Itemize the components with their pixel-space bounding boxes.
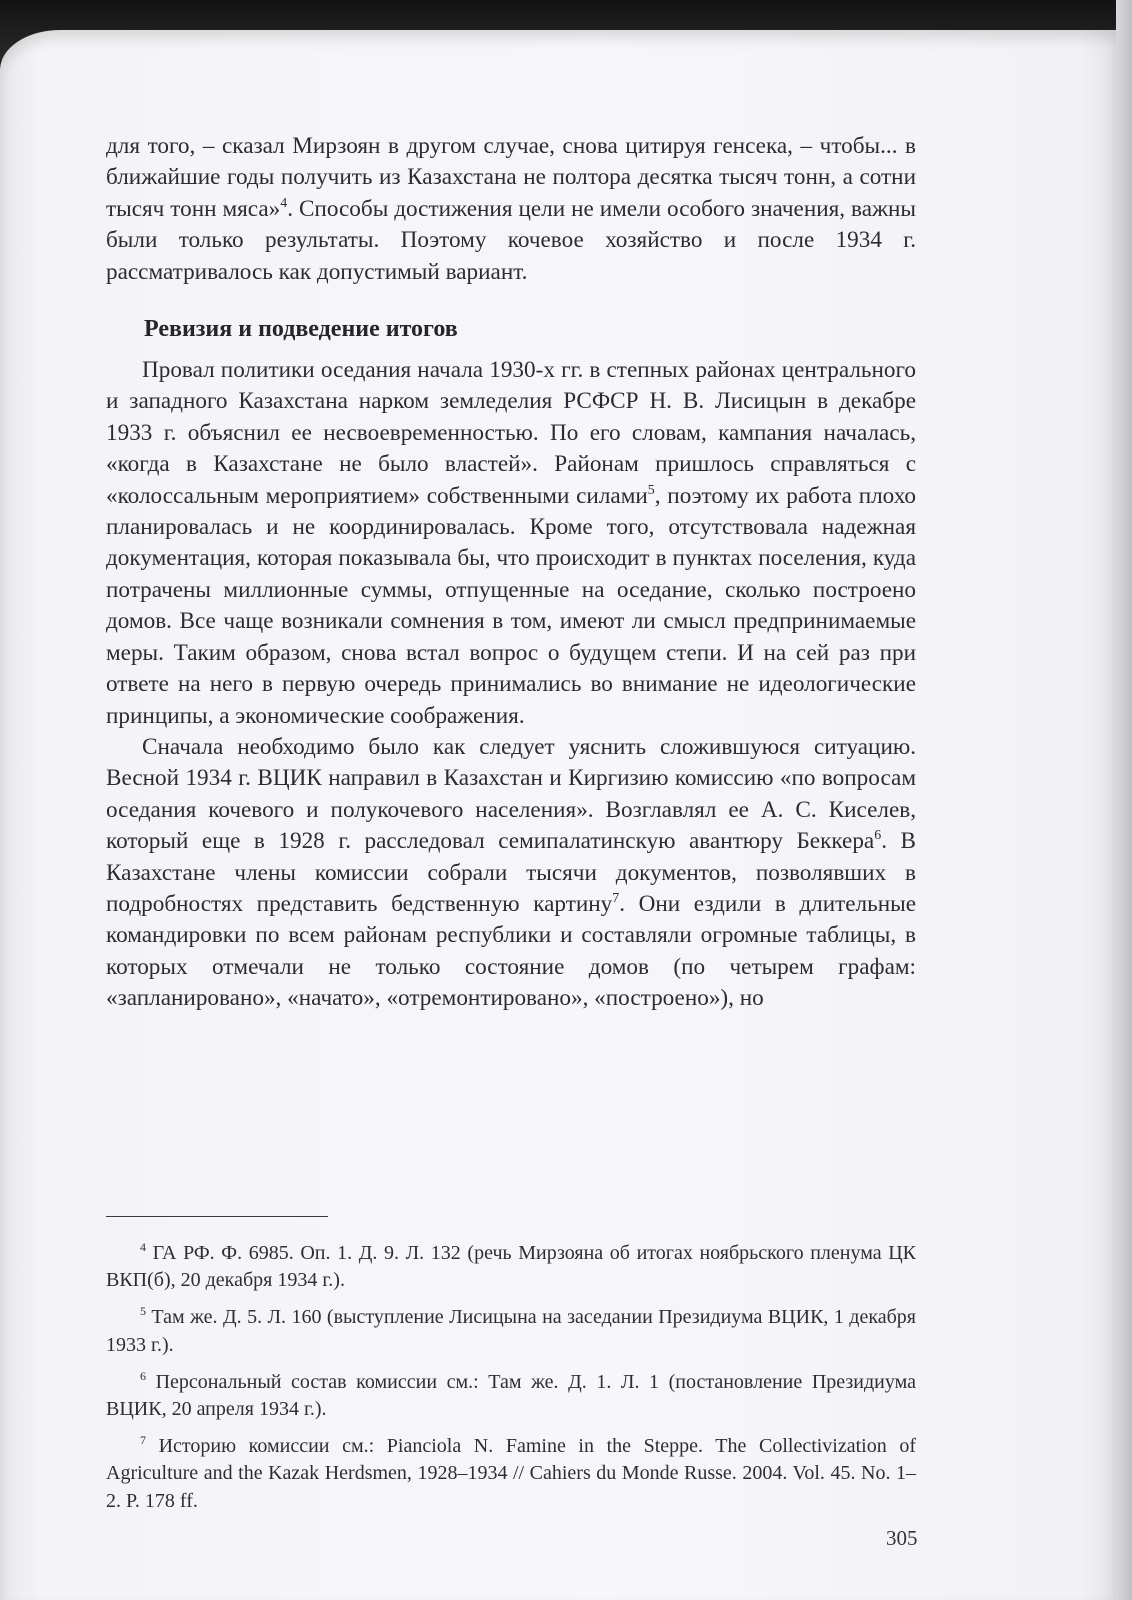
paragraph-3-text-b: . В Казахстане члены комиссии собрали тысячи документов, позволявших в подробностях представить бедственную картину <box>106 828 916 917</box>
footnote-text: Персональный состав комиссии см.: Там же. Д. 1. Л. 1 (постановление Президиума ВЦИК, 20 апреля 1934 г.). <box>106 1370 916 1421</box>
footnote-text: Там же. Д. 5. Л. 160 (выступление Лисицына на заседании Президиума ВЦИК, 1 декабря 1933 г.). <box>106 1306 916 1356</box>
paragraph-3-text-a: Сначала необходимо было как следует уяснить сложившуюся ситуацию. Весной 1934 г. ВЦИК направил в Казахстан и Киргизию комиссию «по вопросам оседания кочевого и полукочевого населения». Возглавлял ее А. С. Киселев, который еще в 1928 г. расследовал семипалатинскую авантюру Беккера <box>106 733 916 855</box>
footnote-number: 4 <box>140 1240 146 1255</box>
page-edge <box>1116 0 1132 1600</box>
footnote-text: ГА РФ. Ф. 6985. Оп. 1. Д. 9. Л. 132 (речь Мирзояна об итогах ноябрьского пленума ЦК ВКП(б), 20 декабря 1934 г.). <box>106 1242 916 1292</box>
body-text <box>106 131 916 1015</box>
paragraph-1 <box>106 131 916 288</box>
footnote-5 <box>106 1304 916 1358</box>
footnote-6 <box>106 1369 916 1423</box>
paragraph-2-text-b: , поэтому их работа плохо планировалась и не координировалась. Кроме того, отсутствовала надежная документация, которая показывала бы, что происходит в пунктах поселения, куда потрачены миллионные суммы, отпущенные на оседание, сколько построено домов. Все чаще возникали сомнения в том, имеют ли смысл предпринимаемые меры. Таким образом, снова встал вопрос о будущем степи. И на сей раз при ответе на него в первую очередь принимались во внимание не идеологические принципы, а экономические соображения. <box>106 482 916 729</box>
footnote-ref-5: 5 <box>647 482 655 498</box>
footnote-text: Историю комиссии см.: Pianciola N. Famine in the Steppe. The Collectivization of Agriculture and the Kazak Herdsmen, 1928–1934 // Cahiers du Monde Russe. 2004. Vol. 45. No. 1–2. P. 178 ff. <box>106 1435 916 1512</box>
paragraph-2 <box>106 355 916 732</box>
footnotes <box>106 1240 916 1525</box>
footnote-number: 6 <box>140 1369 146 1384</box>
footnote-4 <box>106 1240 916 1294</box>
footnote-separator <box>106 1216 328 1217</box>
page-number: 305 <box>886 1526 918 1550</box>
paragraph-2-text-a: Провал политики оседания начала 1930-х гг. в степных районах центрального и западного Казахстана нарком земледелия РСФСР Н. В. Лисицын в декабре 1933 г. объяснил ее несвоевременностью. По его словам, кампания началась, «когда в Казахстане не было властей». Районам пришлось справляться с «колоссальным мероприятием» собственными силами <box>106 357 916 509</box>
footnote-number: 7 <box>140 1433 146 1448</box>
section-heading: Ревизия и подведение итогов <box>144 316 458 343</box>
footnote-ref-6: 6 <box>874 828 882 844</box>
paragraph-3 <box>106 732 916 1015</box>
footnote-ref-7: 7 <box>612 890 620 906</box>
footnote-7 <box>106 1433 916 1515</box>
footnote-ref-4: 4 <box>280 195 288 211</box>
footnote-number: 5 <box>140 1304 146 1319</box>
paragraph-1-text-a: для того, – сказал Мирзоян в другом случае, снова цитируя генсека, – чтобы... в ближайшие годы получить из Казахстана не полтора десятка тысяч тонн, а сотни тысяч тонн мяса» <box>106 133 916 222</box>
paragraph-1-text-b: . Способы достижения цели не имели особого значения, важны были только результаты. Поэтому кочевое хозяйство и после 1934 г. рассматривалось как допустимый вариант. <box>106 195 916 285</box>
paragraph-3-text-c: . Они ездили в длительные командировки по всем районам республики и составляли огромные таблицы, в которых отмечали не только состояние домов (по четырем графам: «запланировано», «начато», «отремонтировано», «построено»), но <box>106 890 916 1012</box>
